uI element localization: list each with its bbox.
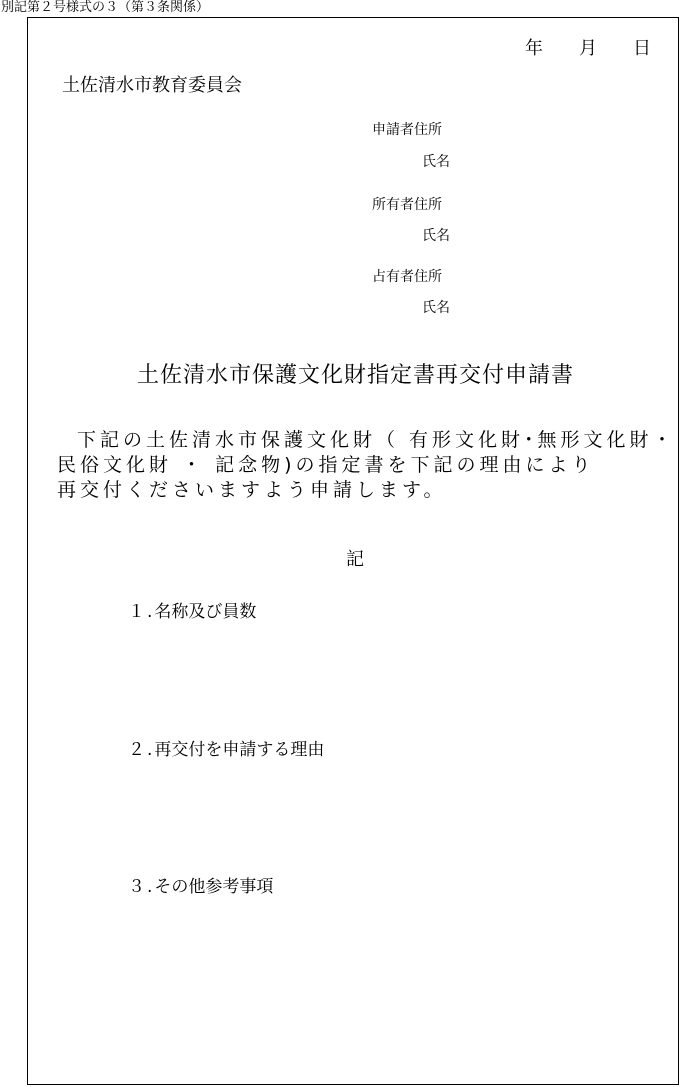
applicant-address-label: 申請者住所 <box>372 122 442 138</box>
request-body-line-2: 民俗文化財 ・ 記念物)の指定書を下記の理由により <box>57 454 595 476</box>
item-3 <box>128 876 273 898</box>
possessor-name-label: 氏名 <box>422 300 450 316</box>
document-title: 土佐清水市保護文化財指定書再交付申請書 <box>136 363 574 388</box>
ki-heading: 記 <box>346 549 364 570</box>
addressee: 土佐清水市教育委員会 <box>62 75 242 96</box>
request-body-line-3: 再交付くださいますよう申請します。 <box>57 479 447 501</box>
item-1-label: 名称及び員数 <box>154 602 257 622</box>
applicant-name-label: 氏名 <box>422 154 450 170</box>
item-2-number: ２. <box>128 740 155 760</box>
item-1 <box>128 601 256 623</box>
owner-name-label: 氏名 <box>422 228 450 244</box>
item-1-number: １. <box>128 602 155 622</box>
item-3-label: その他参考事項 <box>154 877 274 897</box>
date-line: 年 月 日 <box>525 38 651 59</box>
form-number-label: 別記第２号様式の３（第３条関係） <box>1 0 210 15</box>
item-2 <box>128 739 324 761</box>
request-body <box>57 428 676 503</box>
possessor-address-label: 占有者住所 <box>372 269 442 285</box>
owner-address-label: 所有者住所 <box>372 197 442 213</box>
item-2-label: 再交付を申請する理由 <box>154 740 325 760</box>
item-3-number: ３. <box>128 877 155 897</box>
request-body-line-1: 下記の土佐清水市保護文化財（ 有形文化財･無形文化財・ <box>77 429 676 451</box>
